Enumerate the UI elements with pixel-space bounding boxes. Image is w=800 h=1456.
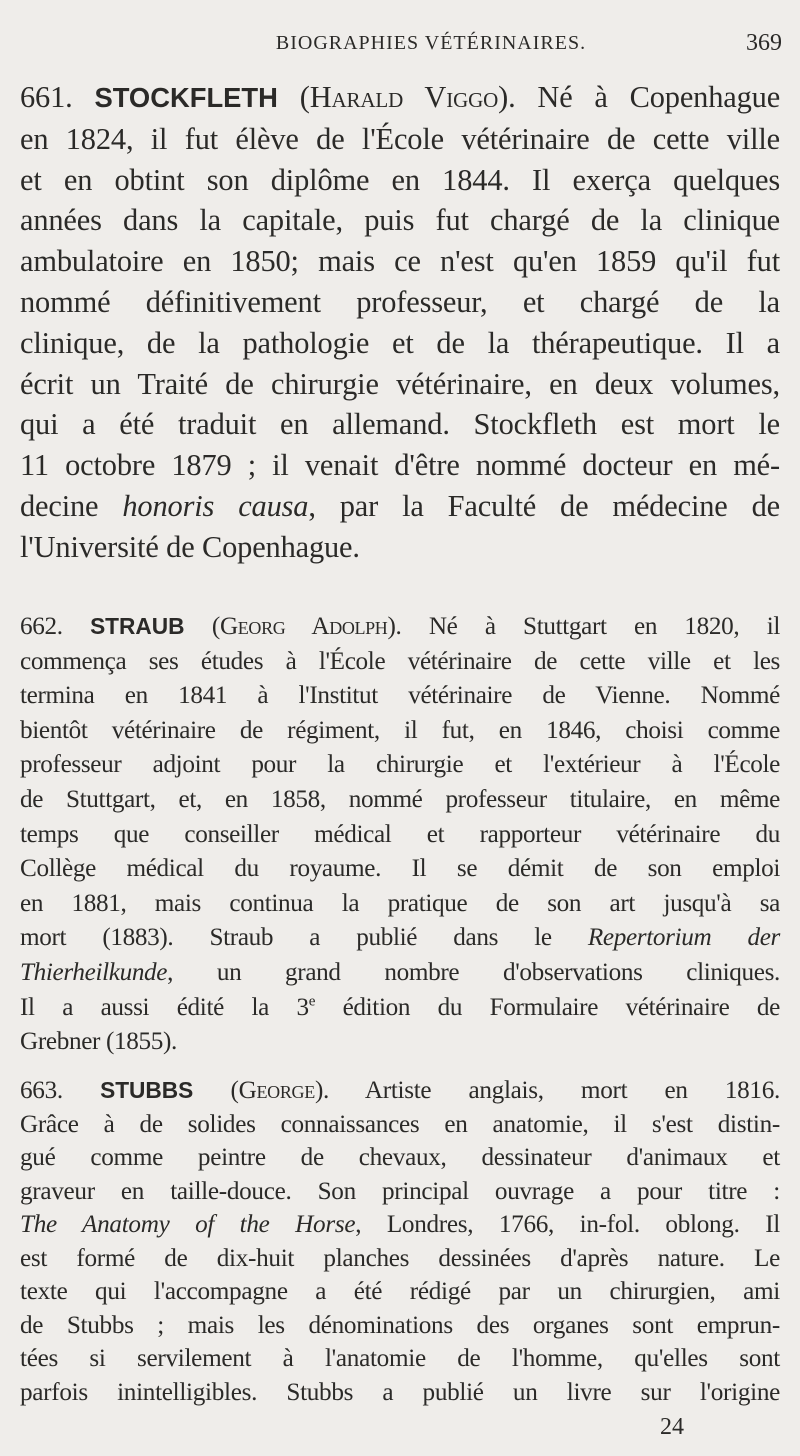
entry-line: est formé de dix-huit planches dessinées d'après nature. Le <box>20 1244 780 1272</box>
running-title: BIOGRAPHIES VÉTÉRINAIRES. <box>275 32 587 54</box>
entry-line: de Stuttgart, et, en 1858, nommé professeur titulaire, en même <box>20 785 780 813</box>
superscript: e <box>308 993 316 1010</box>
entry-line: commença ses études à l'École vétérinaire de cette ville et les <box>20 647 780 675</box>
entry-line: ambulatoire en 1850; mais ce n'est qu'en 1859 qu'il fut <box>20 244 780 279</box>
entry-line: l'Université de Copenhague. <box>20 529 360 564</box>
entry-line: en 1824, il fut élève de l'École vétérinaire de cette ville <box>20 121 780 156</box>
entry-line: 662. STRAUB (Georg Adolph). Né à Stuttgart en 1820, il <box>20 613 781 640</box>
entry-given-names: (Georg Adolph). <box>211 613 402 640</box>
entry-line: de Stubbs ; mais les dénominations des organes sont emprun- <box>20 1311 780 1339</box>
entry-number: 663. <box>20 1077 63 1104</box>
entry-line: années dans la capitale, puis fut chargé de la clinique <box>20 203 780 238</box>
entry-line: graveur en taille-douce. Son principal ouvrage a pour titre : <box>20 1177 780 1205</box>
entry-line: gué comme peintre de chevaux, dessinateur d'animaux et <box>20 1144 780 1171</box>
entry-name: STRAUB <box>90 613 185 639</box>
entry-663 <box>20 1074 780 1409</box>
entry-line: nommé définitivement professeur, et chargé de la <box>20 284 780 319</box>
entry-662 <box>20 609 780 1060</box>
entry-line: Grebner (1855). <box>20 1028 178 1056</box>
entry-661 <box>20 77 780 568</box>
entry-line: et en obtint son diplôme en 1844. Il exerça quelques <box>20 162 780 197</box>
entry-name: STOCKFLETH <box>94 82 278 113</box>
entry-line: tées si servilement à l'anatomie de l'homme, qu'elles sont <box>20 1345 780 1372</box>
italic-title: Thierheilkunde <box>20 958 168 986</box>
italic-title: Repertorium der <box>587 924 780 952</box>
entry-line: termina en 1841 à l'Institut vétérinaire de Vienne. Nommé <box>20 682 780 710</box>
running-head <box>20 32 782 56</box>
entry-line: 661. STOCKFLETH (Harald Viggo). Né à Copenhague <box>20 80 781 114</box>
page-number: 369 <box>746 30 782 56</box>
entry-number: 661. <box>20 80 73 114</box>
entry-given-names: (Harald Viggo). <box>299 80 516 114</box>
italic-title: The Anatomy of the Horse <box>20 1211 356 1238</box>
entry-line: Il a aussi édité la 3e édition du Formulaire vétérinaire de <box>20 993 781 1021</box>
entry-line: 11 octobre 1879 ; il venait d'être nommé docteur en mé- <box>20 448 780 483</box>
entry-line: Thierheilkunde, un grand nombre d'observations cliniques. <box>20 958 780 986</box>
signature-mark: 24 <box>660 1414 684 1440</box>
entry-line: The Anatomy of the Horse, Londres, 1766, in-fol. oblong. Il <box>20 1211 780 1238</box>
entry-number: 662. <box>20 613 63 640</box>
entry-line: bientôt vétérinaire de régiment, il fut, en 1846, choisi comme <box>20 716 780 744</box>
entry-line: parfois inintelligibles. Stubbs a publié un livre sur l'origine <box>20 1378 780 1406</box>
entry-line: écrit un Traité de chirurgie vétérinaire, en deux volumes, <box>20 366 780 401</box>
entry-line: Grâce à de solides connaissances en anatomie, il s'est distin- <box>20 1110 780 1138</box>
entry-line: professeur adjoint pour la chirurgie et l'extérieur à l'École <box>20 751 780 779</box>
entry-line: Collège médical du royaume. Il se démit de son emploi <box>20 855 780 883</box>
entry-line: 663. STUBBS (George). Artiste anglais, mort en 1816. <box>20 1077 780 1104</box>
entry-line: mort (1883). Straub a publié dans le Repertorium der <box>20 924 780 952</box>
italic-phrase: honoris causa <box>122 488 309 523</box>
entry-line: en 1881, mais continua la pratique de son art jusqu'à sa <box>20 889 780 917</box>
entry-name: STUBBS <box>100 1077 194 1103</box>
entry-line: qui a été traduit en allemand. Stockfleth est mort le <box>20 407 780 442</box>
entry-given-names: (George). <box>230 1077 330 1104</box>
entry-line: decine honoris causa, par la Faculté de médecine de <box>20 488 780 523</box>
entry-line: texte qui l'accompagne a été rédigé par un chirurgien, ami <box>20 1278 780 1305</box>
entry-line: clinique, de la pathologie et de la thérapeutique. Il a <box>20 325 780 360</box>
entry-line: temps que conseiller médical et rapporteur vétérinaire du <box>20 820 780 848</box>
